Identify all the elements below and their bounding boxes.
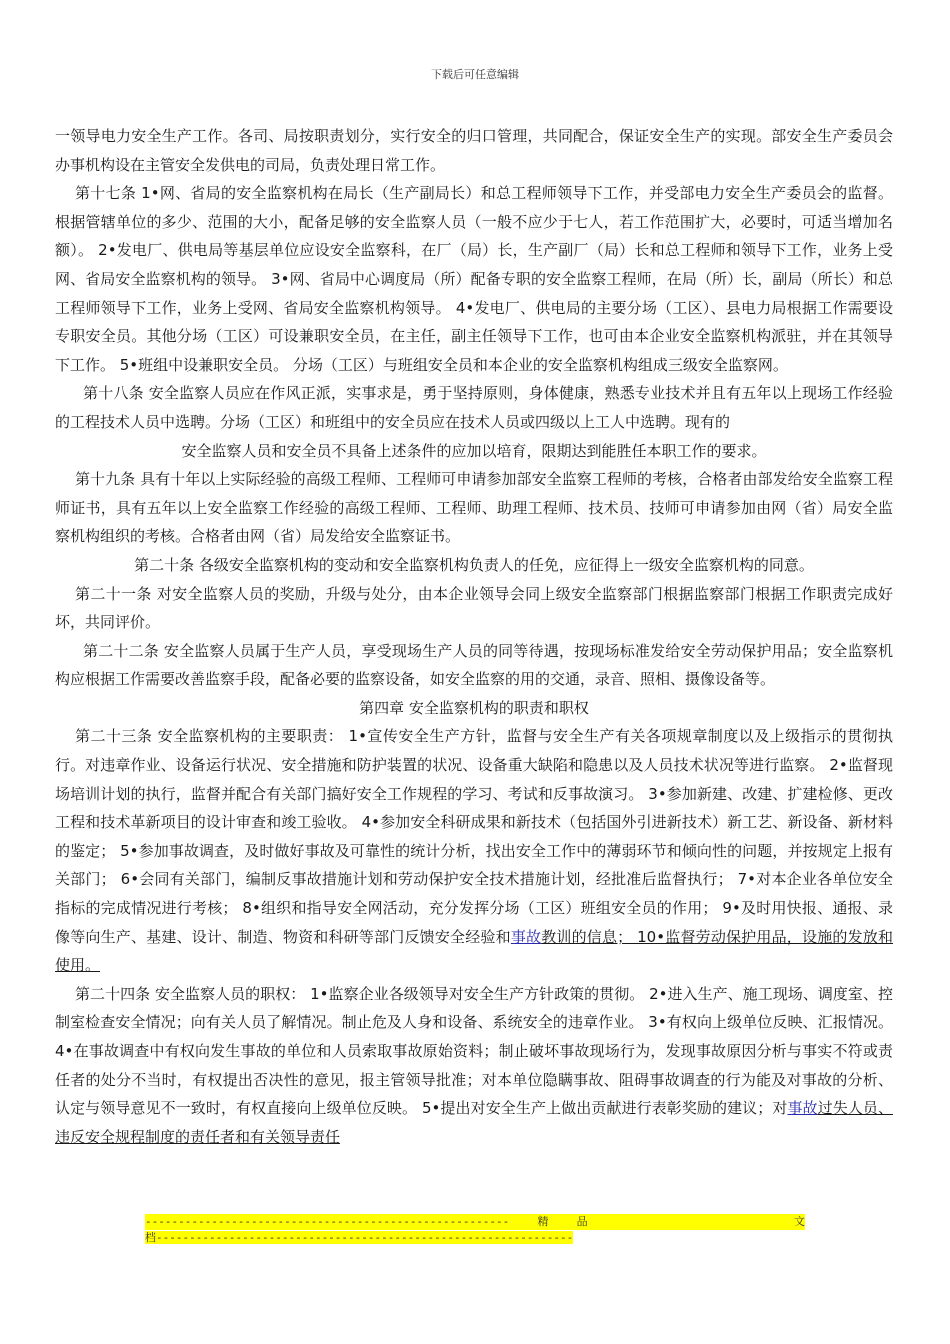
article-24-text: 第二十四条 安全监察人员的职权： 1•监察企业各级领导对安全生产方针政策的贯彻。 2•进入生产、施工现场、调度室、控制室检查安全情况；向有关人员了解情况。制止危及人身和设备、系统安全的违章作业。 3•有权向上级单位反映、汇报情况。 4•在事故调查中有权向发生事故的单位和人员索取事故原始资料；制止破坏事故现场行为，发现事故原因分析与事实不符或责任者的处分不当时，有权提出否决性的意见，报主管领导批准；对本单位隐瞒事故、阻碍事故调查的行为能及对事故的分析、认定与领导意见不一致时，有权直接向上级单位反映。 5•提出对安全生产上做出贡献进行表彰奖励的建议；对 bbox=[55, 984, 893, 1118]
article-22: 第二十二条 安全监察人员属于生产人员，享受现场生产人员的同等待遇，按现场标准发给安全劳动保护用品；安全监察机构应根据工作需要改善监察手段，配备必要的监察设备，如安全监察的用的交通，录音、照相、摄像设备等。 bbox=[55, 641, 893, 689]
article-20: 第二十条 各级安全监察机构的变动和安全监察机构负责人的任免，应征得上一级安全监察机构的同意。 bbox=[134, 555, 814, 574]
accident-link-2[interactable]: 事故 bbox=[787, 1099, 818, 1118]
footer-banner bbox=[145, 1214, 805, 1246]
footer-line-1 bbox=[145, 1214, 805, 1230]
footer-char-2: 品 bbox=[576, 1215, 588, 1228]
article-17: 第十七条 1•网、省局的安全监察机构在局长（生产副局长）和总工程师领导下工作，并受部电力安全生产委员会的监督。根据管辖单位的多少、范围的大小，配备足够的安全监察人员（一般不应少于七人，若工作范围扩大，必要时，可适当增加名额）。 2•发电厂、供电局等基层单位应设安全监察科，在厂（局）长，生产副厂（局）长和总工程师和领导下工作，业务上受网、省局安全监察机构的领导。 3•网、省局中心调度局（所）配备专职的安全监察工程师，在局（所）长，副局（所长）和总工程师领导下工作，业务上受网、省局安全监察机构领导。 4•发电厂、供电局的主要分场（工区）、县电力局根据工作需要设专职安全员。其他分场（工区）可设兼职安全员，在主任，副主任领导下工作，也可由本企业安全监察机构派驻，并在其领导下工作。 5•班组中设兼职安全员。 分场（工区）与班组安全员和本企业的安全监察机构组成三级安全监察网。 bbox=[55, 184, 893, 374]
article-23 bbox=[55, 722, 893, 979]
accident-link[interactable]: 事故 bbox=[510, 927, 542, 946]
footer-dashes: ------------------------------------------------------- bbox=[145, 1215, 510, 1228]
article-24 bbox=[55, 980, 893, 1152]
article-19: 第十九条 具有十年以上实际经验的高级工程师、工程师可申请参加部安全监察工程师的考核，合格者由部发给安全监察工程师证书，具有五年以上安全监察工作经验的高级工程师、工程师、助理工程师、技术员、技师可申请参加由网（省）局安全监察机构组织的考核。合格者由网（省）局发给安全监察证书。 bbox=[55, 470, 893, 546]
footer-line-2: 档--------------------------------------------------------------- bbox=[145, 1231, 574, 1244]
footer-char-3: 文 bbox=[794, 1215, 805, 1228]
page-header: 下载后可任意编辑 bbox=[431, 68, 519, 81]
article-18-continued: 安全监察人员和安全员不具备上述条件的应加以培育，限期达到能胜任本职工作的要求。 bbox=[181, 441, 767, 460]
article-23-text: 第二十三条 安全监察机构的主要职责： 1•宣传安全生产方针，监督与安全生产有关各项规章制度以及上级指示的贯彻执行。对违章作业、设备运行状况、安全措施和防护装置的状况、设备重大缺陷和隐患以及人员技术状况等进行监察。 2•监督现场培训计划的执行，监督并配合有关部门搞好安全工作规程的学习、考试和反事故演习。 3•参加新建、改建、扩建检修、更改工程和技术革新项目的设计审查和竣工验收。 4•参加安全科研成果和新技术（包括国外引进新技术）新工艺、新设备、新材料的鉴定； 5•参加事故调查，及时做好事故及可靠性的统计分析，找出安全工作中的薄弱环节和倾向性的问题，并按规定上报有关部门； 6•会同有关部门，编制反事故措施计划和劳动保护安全技术措施计划，经批准后监督执行； 7•对本企业各单位安全指标的完成情况进行考核； 8•组织和指导安全网活动，充分发挥分场（工区）班组安全员的作用； 9•及时用快报、通报、录像等向生产、基建、设计、制造、物资和科研等部门反馈安全经验和 bbox=[55, 727, 893, 946]
footer-char-1: 精 bbox=[537, 1215, 549, 1228]
article-21: 第二十一条 对安全监察人员的奖励，升级与处分，由本企业领导会同上级安全监察部门根据监察部门根据工作职责完成好坏，共同评价。 bbox=[55, 584, 893, 632]
article-23-tail: 教训的信息； 10•监督劳动保护用品，设施的发放和使用。 bbox=[55, 927, 893, 975]
chapter-title: 第四章 安全监察机构的职责和职权 bbox=[359, 698, 589, 717]
paragraph-1: 一领导电力安全生产工作。各司、局按职责划分，实行安全的归口管理，共同配合，保证安全生产的实现。部安全生产委员会办事机构设在主管安全发供电的司局，负责处理日常工作。 bbox=[55, 127, 893, 174]
article-24-tail: 过失人员、违反安全规程制度的责任者和有关领导责任 bbox=[55, 1099, 893, 1146]
document-body bbox=[55, 122, 893, 1151]
article-18: 第十八条 安全监察人员应在作风正派，实事求是，勇于坚持原则，身体健康，熟悉专业技术并且有五年以上现场工作经验的工程技术人员中选聘。分场（工区）和班组中的安全员应在技术人员或四级以上工人中选聘。现有的 bbox=[55, 384, 893, 431]
